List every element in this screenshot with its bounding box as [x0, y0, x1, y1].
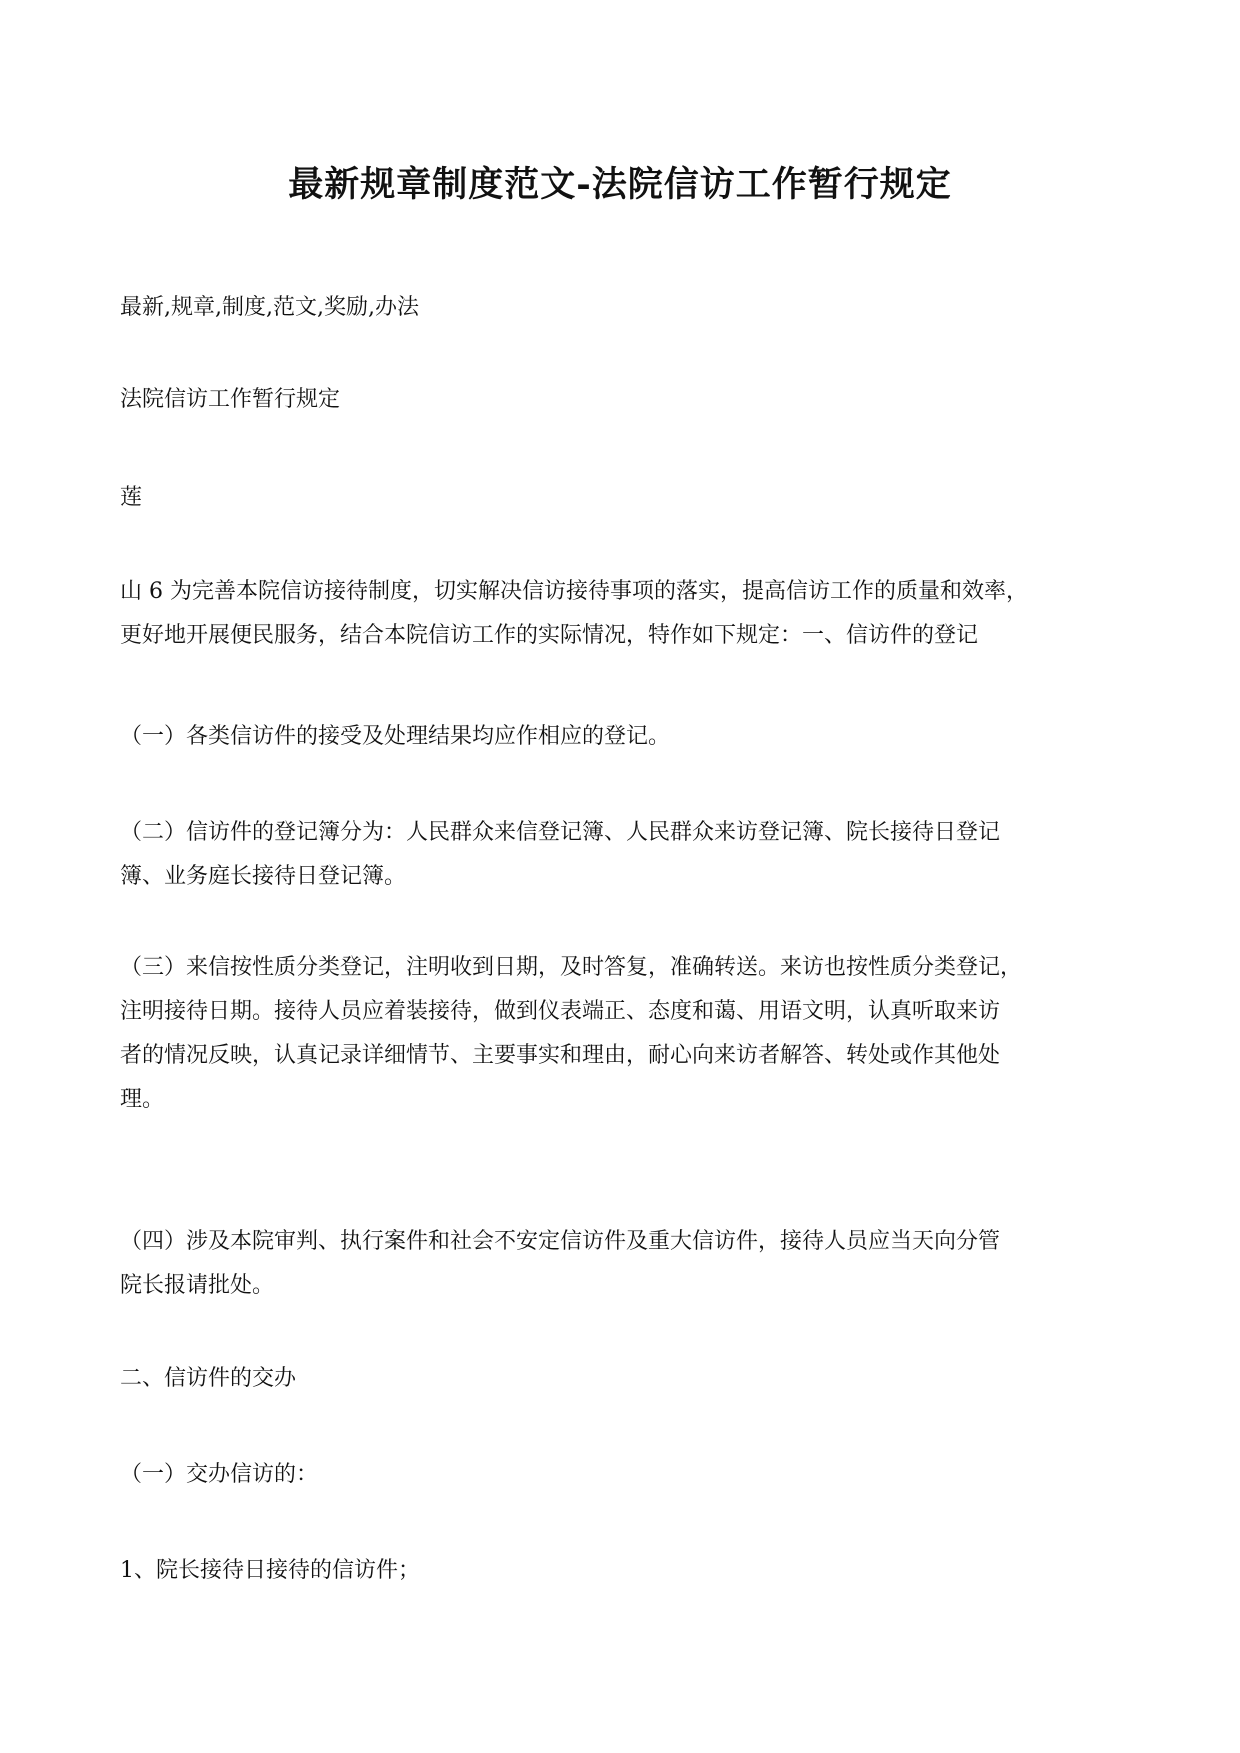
document-title: 最新规章制度范文-法院信访工作暂行规定: [288, 164, 952, 205]
paragraph-1-4: [120, 1220, 1125, 1308]
section-2-heading: [120, 1357, 1125, 1401]
paragraph-line: 更好地开展便民服务，结合本院信访工作的实际情况，特作如下规定：一、信访件的登记: [120, 623, 979, 648]
paragraph-line: 二、信访件的交办: [120, 1366, 297, 1391]
paragraph-line: 山 6 为完善本院信访接待制度，切实解决信访接待事项的落实，提高信访工作的质量和效率，: [120, 579, 1028, 604]
paragraph-line: （一）交办信访的：: [120, 1462, 319, 1487]
paragraph-intro: [120, 570, 1125, 658]
paragraph-line: 者的情况反映，认真记录详细情节、主要事实和理由，耐心向来访者解答、转处或作其他处: [120, 1043, 1001, 1068]
paragraph-1-1: [120, 715, 1125, 759]
list-item-1: [120, 1549, 1125, 1593]
paragraph-line: （一）各类信访件的接受及处理结果均应作相应的登记。: [120, 724, 671, 749]
paragraph-line: 院长报请批处。: [120, 1273, 275, 1298]
keywords-line: 最新,规章,制度,范文,奖励,办法: [120, 295, 419, 320]
paragraph-line: 簿、业务庭长接待日登记簿。: [120, 864, 407, 889]
paragraph-line: （四）涉及本院审判、执行案件和社会不安定信访件及重大信访件，接待人员应当天向分管: [120, 1229, 1001, 1254]
paragraph-line: （三）来信按性质分类登记，注明收到日期，及时答复，准确转送。来访也按性质分类登记，: [120, 955, 1023, 980]
paragraph-1-3: [120, 946, 1125, 1122]
paragraph-line: 理。: [120, 1087, 165, 1112]
paragraph-line: 注明接待日期。接待人员应着装接待，做到仪表端正、态度和蔼、用语文明，认真听取来访: [120, 999, 1001, 1024]
document-subtitle: 法院信访工作暂行规定: [120, 387, 341, 412]
paragraph-1-2: [120, 811, 1125, 899]
fragment-text: 莲: [120, 485, 143, 510]
paragraph-2-1: [120, 1453, 1125, 1497]
paragraph-line: 1、院长接待日接待的信访件；: [120, 1558, 420, 1583]
paragraph-line: （二）信访件的登记簿分为：人民群众来信登记簿、人民群众来访登记簿、院长接待日登记: [120, 820, 1001, 845]
